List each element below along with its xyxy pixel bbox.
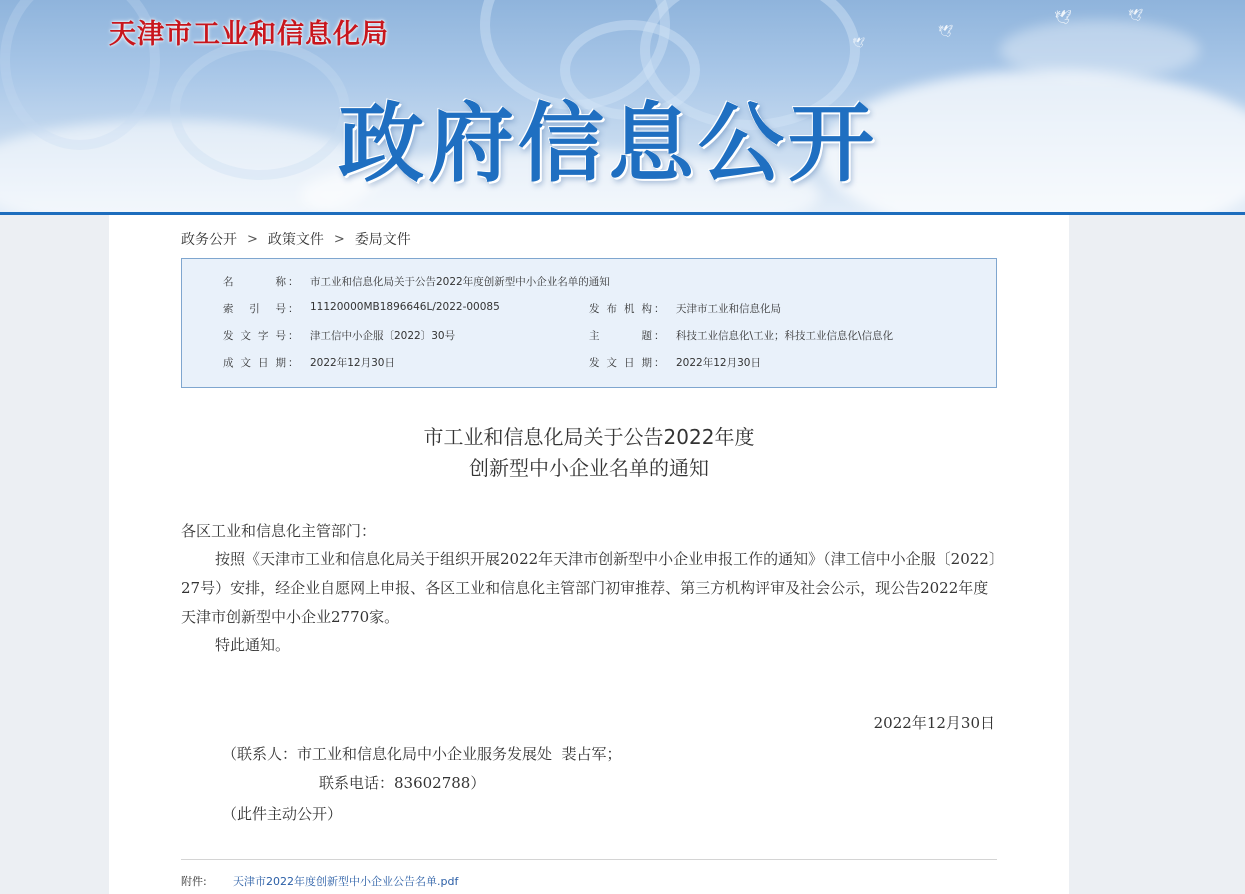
attachment-divider bbox=[181, 859, 997, 860]
breadcrumb bbox=[181, 229, 411, 249]
meta-label-name-char: 名 bbox=[223, 276, 234, 288]
meta-label-published bbox=[589, 355, 652, 370]
meta-label-published-char: 日 bbox=[624, 357, 635, 369]
meta-label-created-char: 成 bbox=[223, 357, 234, 369]
meta-label-created-char: 日 bbox=[258, 357, 269, 369]
meta-label-name bbox=[223, 274, 286, 289]
meta-value-topic: 科技工业信息化\工业；科技工业信息化\信息化 bbox=[676, 330, 894, 342]
meta-label-name-char: 称 bbox=[275, 276, 286, 288]
contact-person: （联系人：市工业和信息化局中小企业服务发展处 裴占军； bbox=[222, 745, 622, 763]
meta-colon: ： bbox=[654, 330, 665, 342]
meta-label-created-char: 文 bbox=[240, 357, 251, 369]
meta-colon: ： bbox=[288, 303, 299, 315]
meta-label-published-char: 期 bbox=[641, 357, 652, 369]
meta-label-index-char: 号 bbox=[275, 303, 286, 315]
document-title-line2: 创新型中小企业名单的通知 bbox=[469, 456, 709, 480]
meta-label-published-char: 发 bbox=[589, 357, 600, 369]
meta-row-name bbox=[182, 274, 996, 294]
dove-icon: 🕊 bbox=[938, 24, 954, 38]
meta-row-docno bbox=[182, 328, 996, 348]
meta-label-issuer bbox=[589, 301, 652, 316]
meta-row-dates bbox=[182, 355, 996, 375]
meta-label-docno-char: 字 bbox=[258, 330, 269, 342]
meta-label-created-char: 期 bbox=[275, 357, 286, 369]
meta-label-index-char: 引 bbox=[249, 303, 260, 315]
closing-line: 特此通知。 bbox=[215, 636, 291, 654]
site-banner bbox=[0, 0, 1245, 212]
meta-colon: ： bbox=[654, 357, 665, 369]
meta-label-topic bbox=[589, 328, 652, 343]
dove-icon: 🕊 bbox=[852, 38, 865, 49]
meta-label-created bbox=[223, 355, 286, 370]
meta-label-docno-char: 文 bbox=[240, 330, 251, 342]
document-title-line1: 市工业和信息化局关于公告2022年度 bbox=[423, 425, 755, 449]
disclosure-note: （此件主动公开） bbox=[222, 805, 343, 823]
meta-label-issuer-char: 机 bbox=[624, 303, 635, 315]
meta-label-docno-char: 号 bbox=[275, 330, 286, 342]
signing-date: 2022年12月30日 bbox=[873, 714, 995, 732]
meta-label-index-char: 索 bbox=[223, 303, 234, 315]
attachment-row bbox=[181, 873, 458, 889]
meta-label-index bbox=[223, 301, 286, 316]
banner-title: 政府信息公开 bbox=[338, 94, 878, 194]
meta-colon: ： bbox=[288, 357, 299, 369]
document-metadata-table bbox=[181, 258, 997, 388]
breadcrumb-separator: > bbox=[247, 231, 258, 247]
dove-icon: 🕊 bbox=[1054, 10, 1072, 26]
salutation: 各区工业和信息化主管部门： bbox=[181, 522, 377, 540]
meta-label-published-char: 文 bbox=[606, 357, 617, 369]
breadcrumb-item-bureau-docs[interactable]: 委局文件 bbox=[354, 232, 411, 248]
dove-icon: 🕊 bbox=[1128, 8, 1144, 22]
meta-colon: ： bbox=[654, 303, 665, 315]
breadcrumb-separator: > bbox=[333, 231, 345, 247]
breadcrumb-item-gov-affairs[interactable]: 政务公开 bbox=[181, 232, 237, 248]
content-panel bbox=[109, 215, 1069, 894]
attachment-link[interactable]: 天津市2022年度创新型中小企业公告名单.pdf bbox=[233, 875, 459, 888]
meta-colon: ： bbox=[288, 330, 299, 342]
meta-value-name: 市工业和信息化局关于公告2022年度创新型中小企业名单的通知 bbox=[310, 276, 610, 288]
meta-label-issuer-char: 构 bbox=[641, 303, 652, 315]
breadcrumb-item-policy-docs[interactable]: 政策文件 bbox=[267, 232, 324, 248]
meta-row-index bbox=[182, 301, 996, 321]
meta-value-index: 11120000MB1896646L/2022-00085 bbox=[310, 301, 500, 313]
meta-label-docno bbox=[223, 328, 286, 343]
contact-phone: 联系电话：83602788） bbox=[319, 774, 486, 792]
meta-colon: ： bbox=[288, 276, 299, 288]
meta-label-topic-char: 主 bbox=[589, 330, 600, 342]
meta-label-docno-char: 发 bbox=[223, 330, 234, 342]
meta-value-created: 2022年12月30日 bbox=[310, 357, 395, 369]
meta-label-issuer-char: 布 bbox=[606, 303, 617, 315]
meta-value-published: 2022年12月30日 bbox=[676, 357, 761, 369]
site-name[interactable]: 天津市工业和信息化局 bbox=[109, 19, 389, 50]
meta-value-docno: 津工信中小企服〔2022〕30号 bbox=[310, 330, 456, 342]
meta-label-issuer-char: 发 bbox=[589, 303, 600, 315]
meta-value-issuer: 天津市工业和信息化局 bbox=[676, 303, 781, 315]
meta-label-topic-char: 题 bbox=[641, 330, 652, 342]
document-title bbox=[181, 422, 997, 484]
body-paragraph: 按照《天津市工业和信息化局关于组织开展2022年天津市创新型中小企业申报工作的通知》（津工信中小企服〔2022〕27号）安排，经企业自愿网上申报、各区工业和信息化主管部门初审推荐、第三方机构评审及社会公示，现公告2022年度天津市创新型中小企业2770家。 bbox=[181, 550, 997, 626]
attachment-label: 附件: bbox=[181, 875, 207, 888]
